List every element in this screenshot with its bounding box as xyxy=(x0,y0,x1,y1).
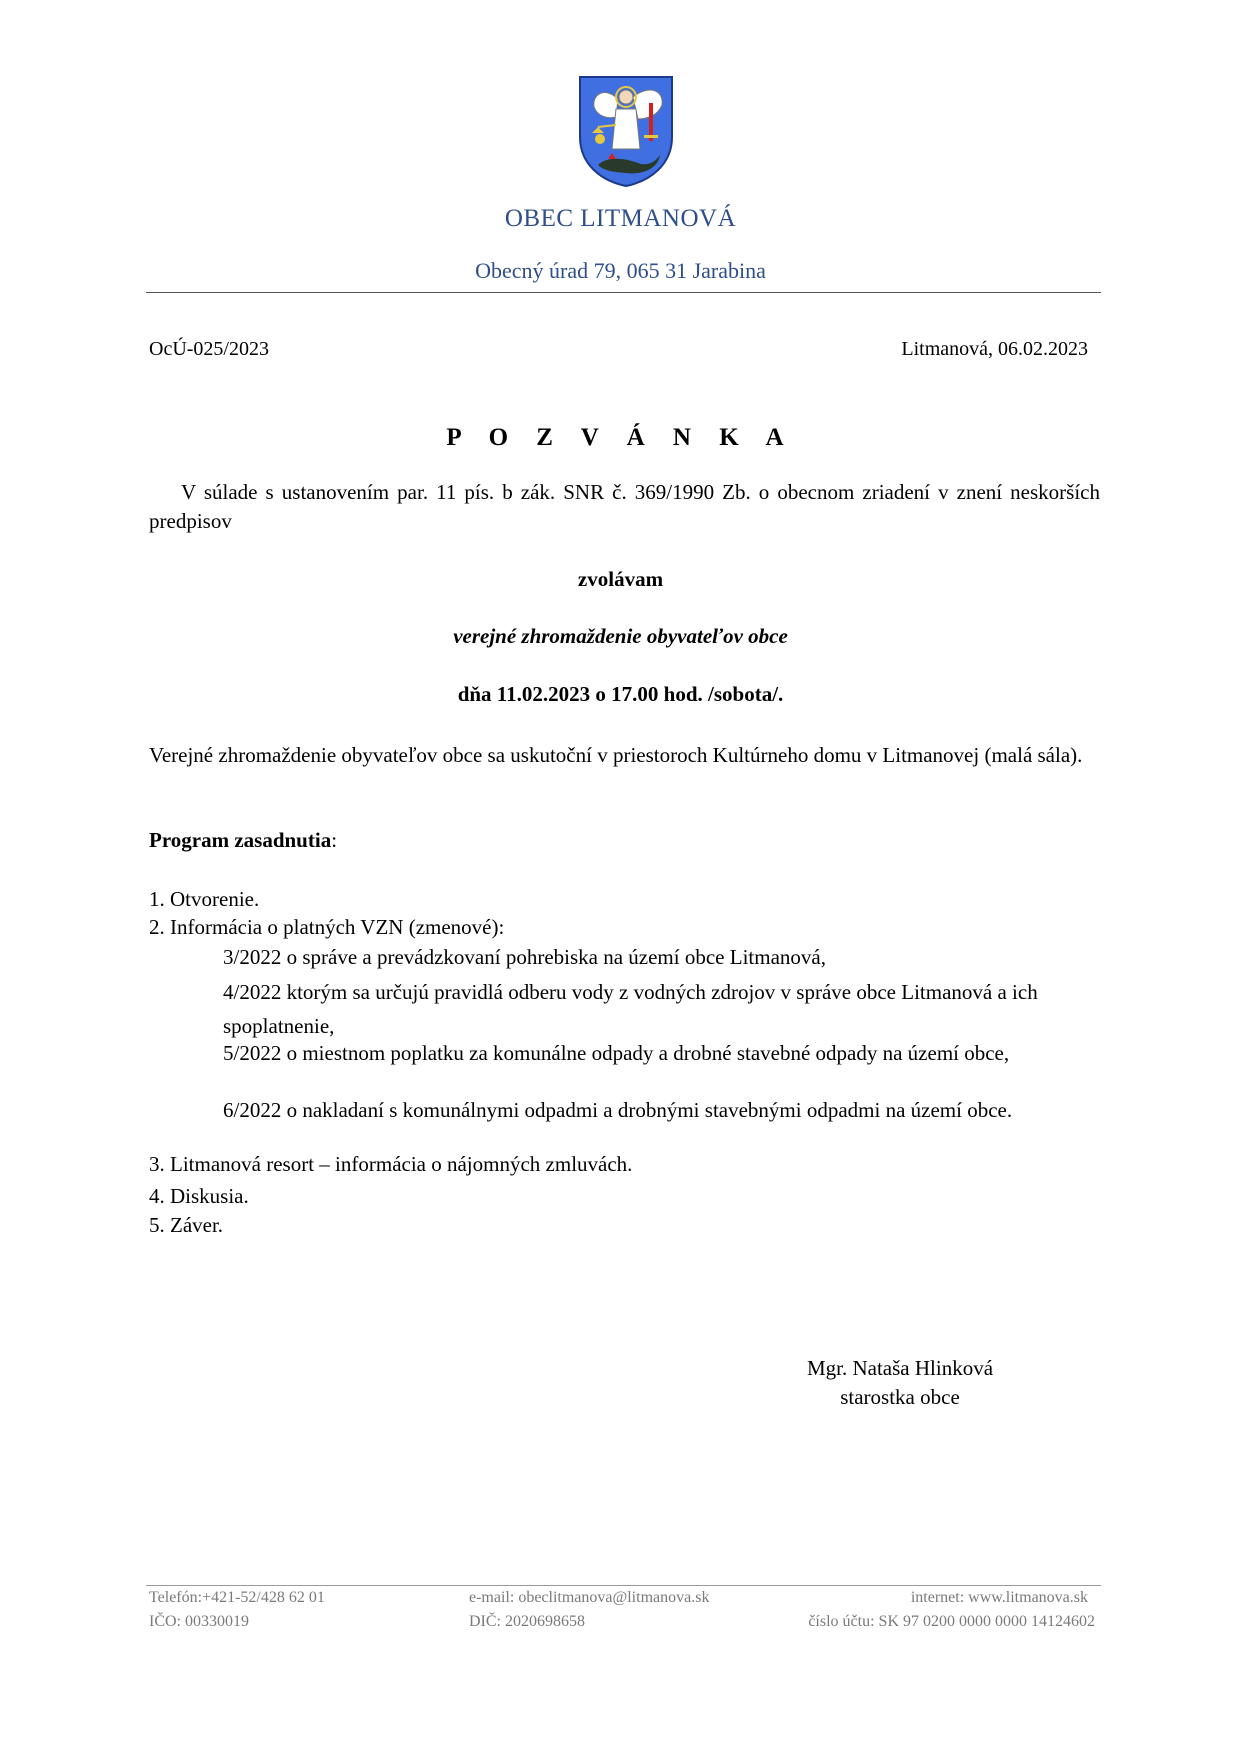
footer-divider xyxy=(146,1585,1101,1586)
list-item: 4. Diskusia. xyxy=(149,1184,249,1208)
program-heading xyxy=(149,828,337,853)
convene-text: zvolávam xyxy=(577,567,664,591)
list-item: 1. Otvorenie. xyxy=(149,887,260,911)
municipality-title: OBEC LITMANOVÁ xyxy=(504,205,737,232)
header-divider xyxy=(146,292,1101,293)
list-item: 2. Informácia o platných VZN (zmenové): xyxy=(149,915,505,939)
footer-website: internet: www.litmanova.sk xyxy=(910,1589,1088,1606)
list-subitem: 4/2022 ktorým sa určujú pravidlá odberu vody z vodných zdrojov v správe obce Litmanová a ich spoplatnenie, xyxy=(223,980,1038,1038)
list-subitem: 5/2022 o miestnom poplatku za komunálne odpady a drobné stavebné odpady na území obce, xyxy=(223,1041,1010,1065)
list-subitem: 3/2022 o správe a prevádzkovaní pohrebiska na území obce Litmanová, xyxy=(223,945,826,969)
coat-of-arms-icon xyxy=(578,75,674,188)
document-heading: P O Z V Á N K A xyxy=(446,424,795,451)
place-date: Litmanová, 06.02.2023 xyxy=(901,338,1088,360)
office-address: Obecný úrad 79, 065 31 Jarabina xyxy=(475,258,766,283)
footer-ico: IČO: 00330019 xyxy=(149,1613,249,1630)
footer-dic: DIČ: 2020698658 xyxy=(469,1613,585,1630)
event-name: verejné zhromaždenie obyvateľov obce xyxy=(453,624,788,648)
list-subitem: 6/2022 o nakladaní s komunálnymi odpadmi a drobnými stavebnými odpadmi na území obce. xyxy=(223,1098,1013,1122)
footer-phone: Telefón:+421-52/428 62 01 xyxy=(149,1589,325,1606)
footer-email: e-mail: obeclitmanova@litmanova.sk xyxy=(469,1589,710,1606)
list-item: 5. Záver. xyxy=(149,1213,224,1237)
venue-paragraph: Verejné zhromaždenie obyvateľov obce sa uskutoční v priestoroch Kultúrneho domu v Litmanovej (malá sála). xyxy=(149,743,1083,767)
signatory-role: starostka obce xyxy=(840,1385,960,1409)
event-date: dňa 11.02.2023 o 17.00 hod. /sobota/. xyxy=(457,682,784,706)
reference-number: OcÚ-025/2023 xyxy=(149,338,269,360)
intro-paragraph: V súlade s ustanovením par. 11 pís. b zák. SNR č. 369/1990 Zb. o obecnom zriadení v znení neskorších predpisov xyxy=(149,480,1100,533)
footer-account: číslo účtu: SK 97 0200 0000 0000 14124602 xyxy=(808,1613,1095,1630)
program-colon: : xyxy=(331,828,338,852)
program-label: Program zasadnutia xyxy=(149,828,332,852)
signatory-name: Mgr. Nataša Hlinková xyxy=(806,1356,994,1380)
list-item: 3. Litmanová resort – informácia o nájomných zmluvách. xyxy=(149,1152,633,1176)
